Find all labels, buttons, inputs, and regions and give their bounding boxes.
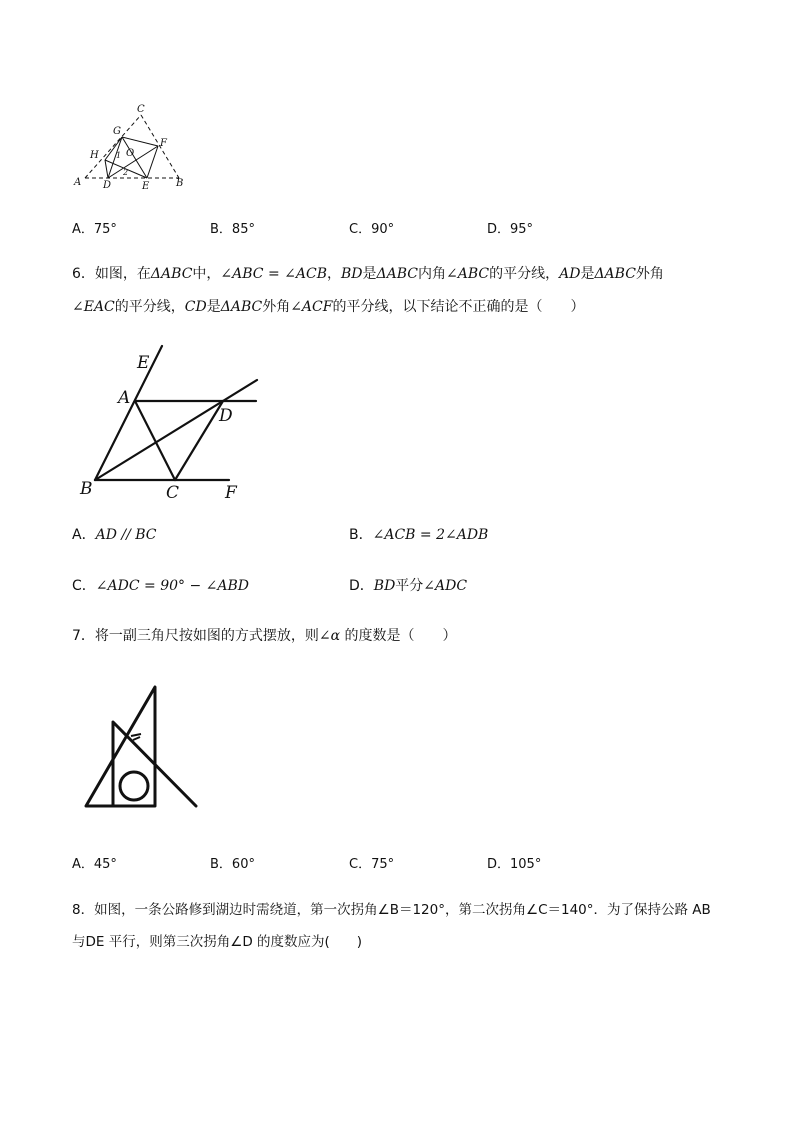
- q6-figure: [76, 340, 266, 505]
- q5-label-h: H: [90, 150, 99, 161]
- q6-label-c: C: [166, 483, 180, 503]
- q6-label-e: E: [137, 353, 150, 373]
- q6-seg-ac: [135, 401, 175, 480]
- q5-option-d: D．95°: [487, 222, 534, 237]
- q6-label-b: B: [80, 479, 93, 499]
- q6-option-d: D．BD平分∠ADC: [349, 578, 468, 594]
- q5-label-e: E: [142, 181, 150, 192]
- q5-fold-hd: [105, 160, 108, 178]
- q5-label-a: A: [74, 177, 82, 188]
- q5-label-b: B: [176, 178, 184, 189]
- q7-option-c: C．75°: [349, 857, 395, 872]
- q5-option-a: A．75°: [72, 222, 117, 237]
- q6-seg-cd: [175, 401, 223, 480]
- q5-label-d: D: [103, 180, 112, 191]
- q6-option-a: A．AD // BC: [72, 527, 157, 543]
- q5-fold-fe: [147, 146, 158, 178]
- q5-label-o: O: [126, 148, 135, 159]
- q5-figure: [70, 98, 200, 194]
- q5-angle-2: 2: [123, 168, 129, 177]
- q7-option-d: D．105°: [487, 857, 542, 872]
- q5-fold-gf: [122, 137, 158, 146]
- q5-label-f: F: [160, 138, 167, 149]
- q6-label-a: A: [118, 388, 131, 408]
- q5-option-c: C．90°: [349, 222, 395, 237]
- q8-stem-line1: 8．如图，一条公路修到湖边时需绕道，第一次拐角∠B＝120°，第二次拐角∠C＝140°．为了保持公路 AB: [72, 902, 711, 918]
- q6-option-c: C．∠ADC = 90° − ∠ABD: [72, 578, 249, 594]
- alpha-angle-mark: [131, 734, 141, 740]
- q7-ruler-hole: [120, 772, 148, 800]
- q5-edge-ac: [85, 115, 141, 178]
- q8-stem-line2: 与DE 平行，则第三次拐角∠D 的度数应为( ): [72, 934, 363, 950]
- q6-stem-line1: 6．如图，在ΔABC中，∠ABC = ∠ACB，BD是ΔABC内角∠ABC的平分线，AD是ΔABC外角: [72, 266, 664, 282]
- q7-figure: [78, 680, 202, 812]
- q5-option-b: B．85°: [210, 222, 255, 237]
- q7-option-b: B．60°: [210, 857, 255, 872]
- q5-label-g: G: [113, 126, 121, 137]
- q6-option-b: B．∠ACB = 2∠ADB: [349, 527, 489, 543]
- q6-stem-line2: ∠EAC的平分线，CD是ΔABC外角∠ACF的平分线，以下结论不正确的是（ ）: [72, 299, 585, 315]
- q7-option-a: A．45°: [72, 857, 117, 872]
- q5-label-c: C: [137, 104, 145, 115]
- q5-angle-1: 1: [116, 151, 122, 160]
- q7-stem: 7．将一副三角尺按如图的方式摆放，则∠α 的度数是（ ）: [72, 628, 457, 644]
- q6-label-f: F: [225, 483, 237, 503]
- q6-label-d: D: [219, 406, 233, 426]
